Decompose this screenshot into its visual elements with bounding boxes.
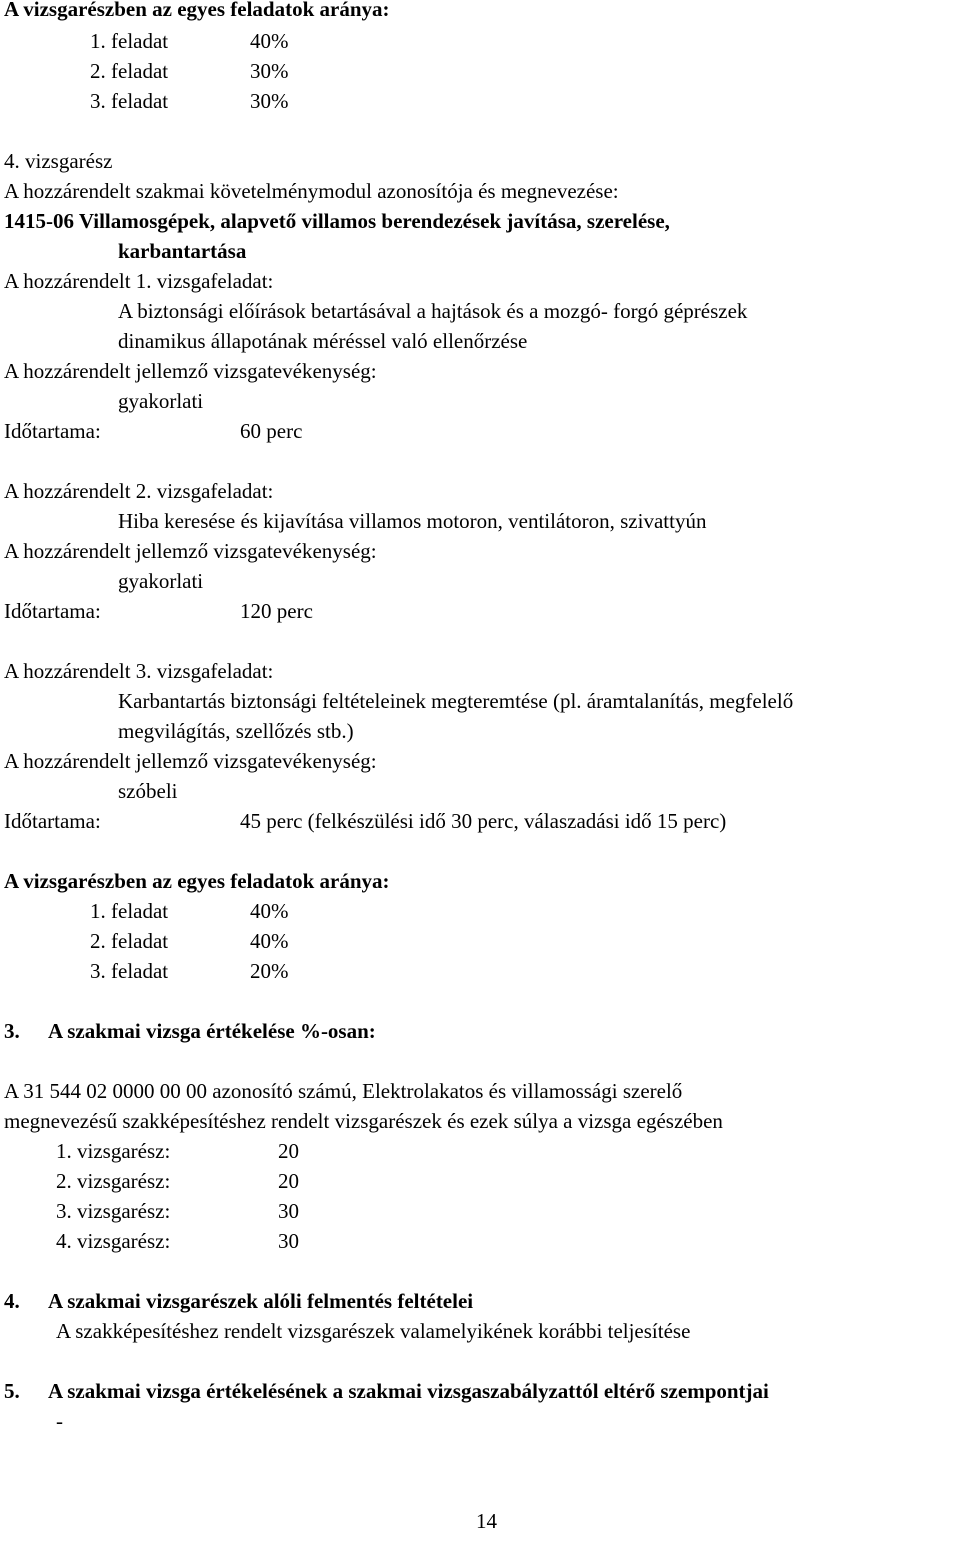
module-name-line2: karbantartása [118, 239, 247, 263]
module-name-line1: 1415-06 Villamosgépek, alapvető villamos berendezések javítása, szerelése, [4, 209, 670, 233]
ratio-value: 40% [250, 899, 289, 923]
task1-desc-line2: dinamikus állapotának méréssel való ellenőrzése [118, 329, 528, 353]
page-number: 14 [476, 1509, 497, 1533]
ratio-value: 20% [250, 959, 289, 983]
ratio-value: 30% [250, 89, 289, 113]
task3-header: A hozzárendelt 3. vizsgafeladat: [4, 659, 274, 683]
weight-label: 1. vizsgarész: [56, 1139, 171, 1163]
ratio-value: 40% [250, 29, 289, 53]
task3-duration: 45 perc (felkészülési idő 30 perc, válaszadási idő 15 perc) [240, 809, 727, 833]
section3-para-line1: A 31 544 02 0000 00 00 azonosító számú, Elektrolakatos és villamossági szerelő [4, 1079, 683, 1103]
weight-value: 30 [278, 1229, 299, 1253]
ratio-value: 40% [250, 929, 289, 953]
module-intro: A hozzárendelt szakmai követelménymodul azonosítója és megnevezése: [4, 179, 619, 203]
ratio-label: 3. feladat [90, 959, 169, 983]
weight-value: 20 [278, 1139, 299, 1163]
section5-text: - [56, 1409, 63, 1433]
task2-desc-line1: Hiba keresése és kijavítása villamos motoron, ventilátoron, szivattyún [118, 509, 707, 533]
ratio-label: 2. feladat [90, 929, 169, 953]
task3-duration-label: Időtartama: [4, 809, 101, 833]
task1-duration-label: Időtartama: [4, 419, 101, 443]
section4-number: 4. [4, 1289, 20, 1313]
ratios-heading-top: A vizsgarészben az egyes feladatok aránya: [4, 0, 390, 21]
section5-title: A szakmai vizsga értékelésének a szakmai vizsgaszabályzattól eltérő szempontjai [48, 1379, 769, 1403]
weight-label: 4. vizsgarész: [56, 1229, 171, 1253]
task3-activity: szóbeli [118, 779, 178, 803]
task2-activity: gyakorlati [118, 569, 204, 593]
section4-text: A szakképesítéshez rendelt vizsgarészek valamelyikének korábbi teljesítése [56, 1319, 691, 1343]
task1-activity: gyakorlati [118, 389, 204, 413]
weight-value: 20 [278, 1169, 299, 1193]
task2-activity-label: A hozzárendelt jellemző vizsgatevékenység: [4, 539, 377, 563]
task1-duration: 60 perc [240, 419, 303, 443]
ratio-label: 1. feladat [90, 29, 169, 53]
section3-title: A szakmai vizsga értékelése %-osan: [48, 1019, 376, 1043]
task2-duration-label: Időtartama: [4, 599, 101, 623]
task2-duration: 120 perc [240, 599, 313, 623]
task1-desc-line1: A biztonsági előírások betartásával a hajtások és a mozgó- forgó géprészek [118, 299, 748, 323]
ratio-label: 2. feladat [90, 59, 169, 83]
weight-label: 3. vizsgarész: [56, 1199, 171, 1223]
ratio-label: 1. feladat [90, 899, 169, 923]
weight-value: 30 [278, 1199, 299, 1223]
task3-activity-label: A hozzárendelt jellemző vizsgatevékenység: [4, 749, 377, 773]
section5-number: 5. [4, 1379, 20, 1403]
task3-desc-line2: megvilágítás, szellőzés stb.) [118, 719, 354, 743]
task1-header: A hozzárendelt 1. vizsgafeladat: [4, 269, 274, 293]
part4-title: 4. vizsgarész [4, 149, 113, 173]
section4-title: A szakmai vizsgarészek alóli felmentés feltételei [48, 1289, 474, 1313]
task2-header: A hozzárendelt 2. vizsgafeladat: [4, 479, 274, 503]
ratio-value: 30% [250, 59, 289, 83]
ratio-label: 3. feladat [90, 89, 169, 113]
task3-desc-line1: Karbantartás biztonsági feltételeinek megteremtése (pl. áramtalanítás, megfelelő [118, 689, 794, 713]
section3-para-line2: megnevezésű szakképesítéshez rendelt vizsgarészek és ezek súlya a vizsga egészében [4, 1109, 723, 1133]
task1-activity-label: A hozzárendelt jellemző vizsgatevékenység: [4, 359, 377, 383]
weight-label: 2. vizsgarész: [56, 1169, 171, 1193]
section3-number: 3. [4, 1019, 20, 1043]
ratios-heading: A vizsgarészben az egyes feladatok aránya: [4, 869, 390, 893]
